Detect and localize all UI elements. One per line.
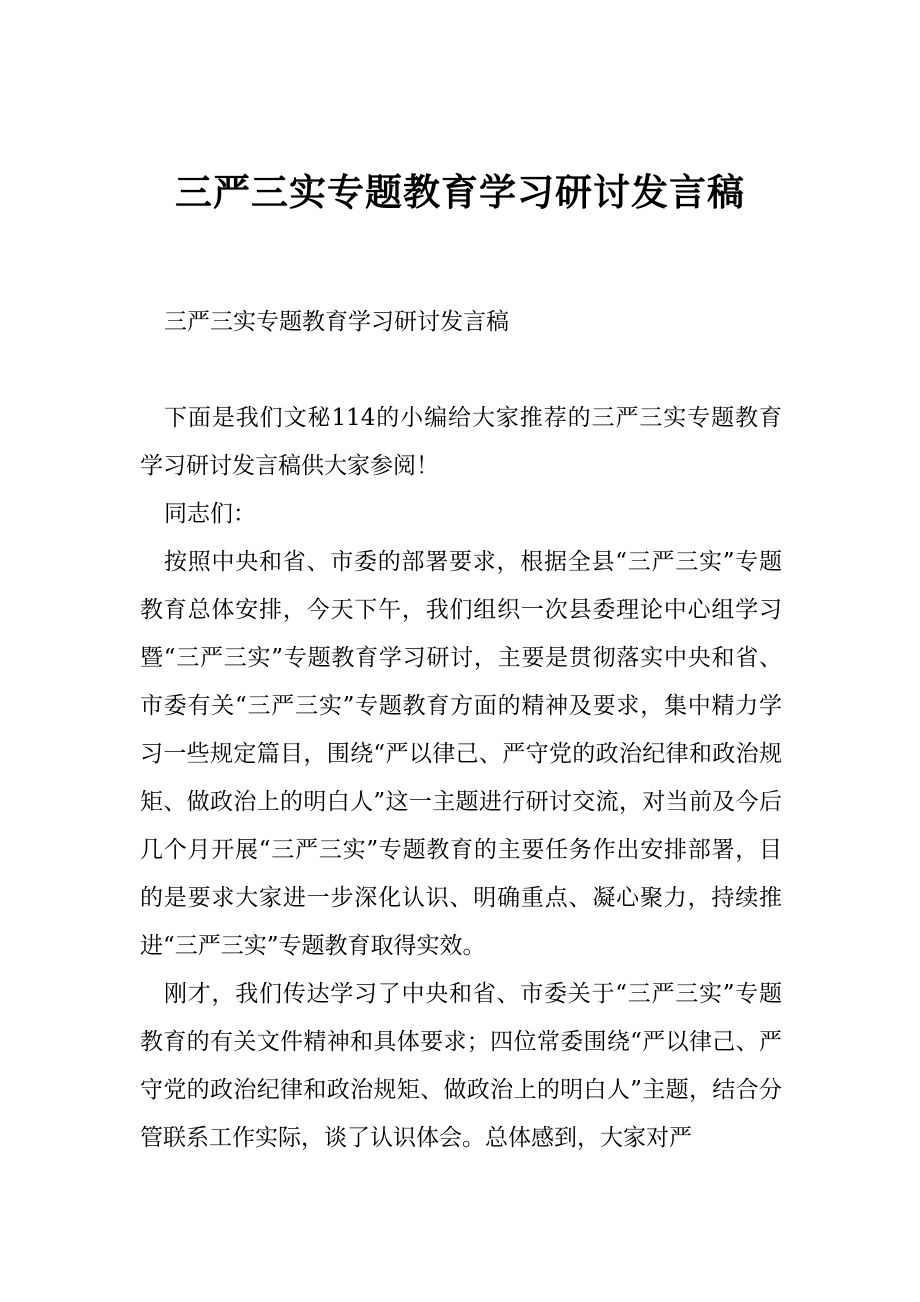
document-body <box>140 298 782 1162</box>
paragraph-body: 刚才，我们传达学习了中央和省、市委关于“三严三实”专题教育的有关文件精神和具体要求；四位常委围绕“严以律己、严守党的政治纪律和政治规矩、做政治上的明白人”主题，结合分管联系工作实际，谈了认识体会。总体感到，大家对严 <box>140 981 782 1151</box>
document-subtitle: 三严三实专题教育学习研讨发言稿 <box>164 309 509 335</box>
blank-line <box>140 346 782 394</box>
paragraph-body: 按照中央和省、市委的部署要求，根据全县“三严三实”专题教育总体安排，今天下午，我们组织一次县委理论中心组学习暨“三严三实”专题教育学习研讨，主要是贯彻落实中央和省、市委有关“三严三实”专题教育方面的精神及要求，集中精力学习一些规定篇目，围绕“严以律己、严守党的政治纪律和政治规矩、做政治上的明白人”这一主题进行研讨交流，对当前及今后几个月开展“三严三实”专题教育的主要任务作出安排部署，目的是要求大家进一步深化认识、明确重点、凝心聚力，持续推进“三严三实”专题教育取得实效。 <box>140 549 782 959</box>
document-title: 三严三实专题教育学习研讨发言稿 <box>175 170 745 214</box>
paragraph-salutation: 同志们： <box>164 501 256 527</box>
paragraph-intro: 下面是我们文秘114的小编给大家推荐的三严三实专题教育学习研讨发言稿供大家参阅！ <box>140 405 782 479</box>
